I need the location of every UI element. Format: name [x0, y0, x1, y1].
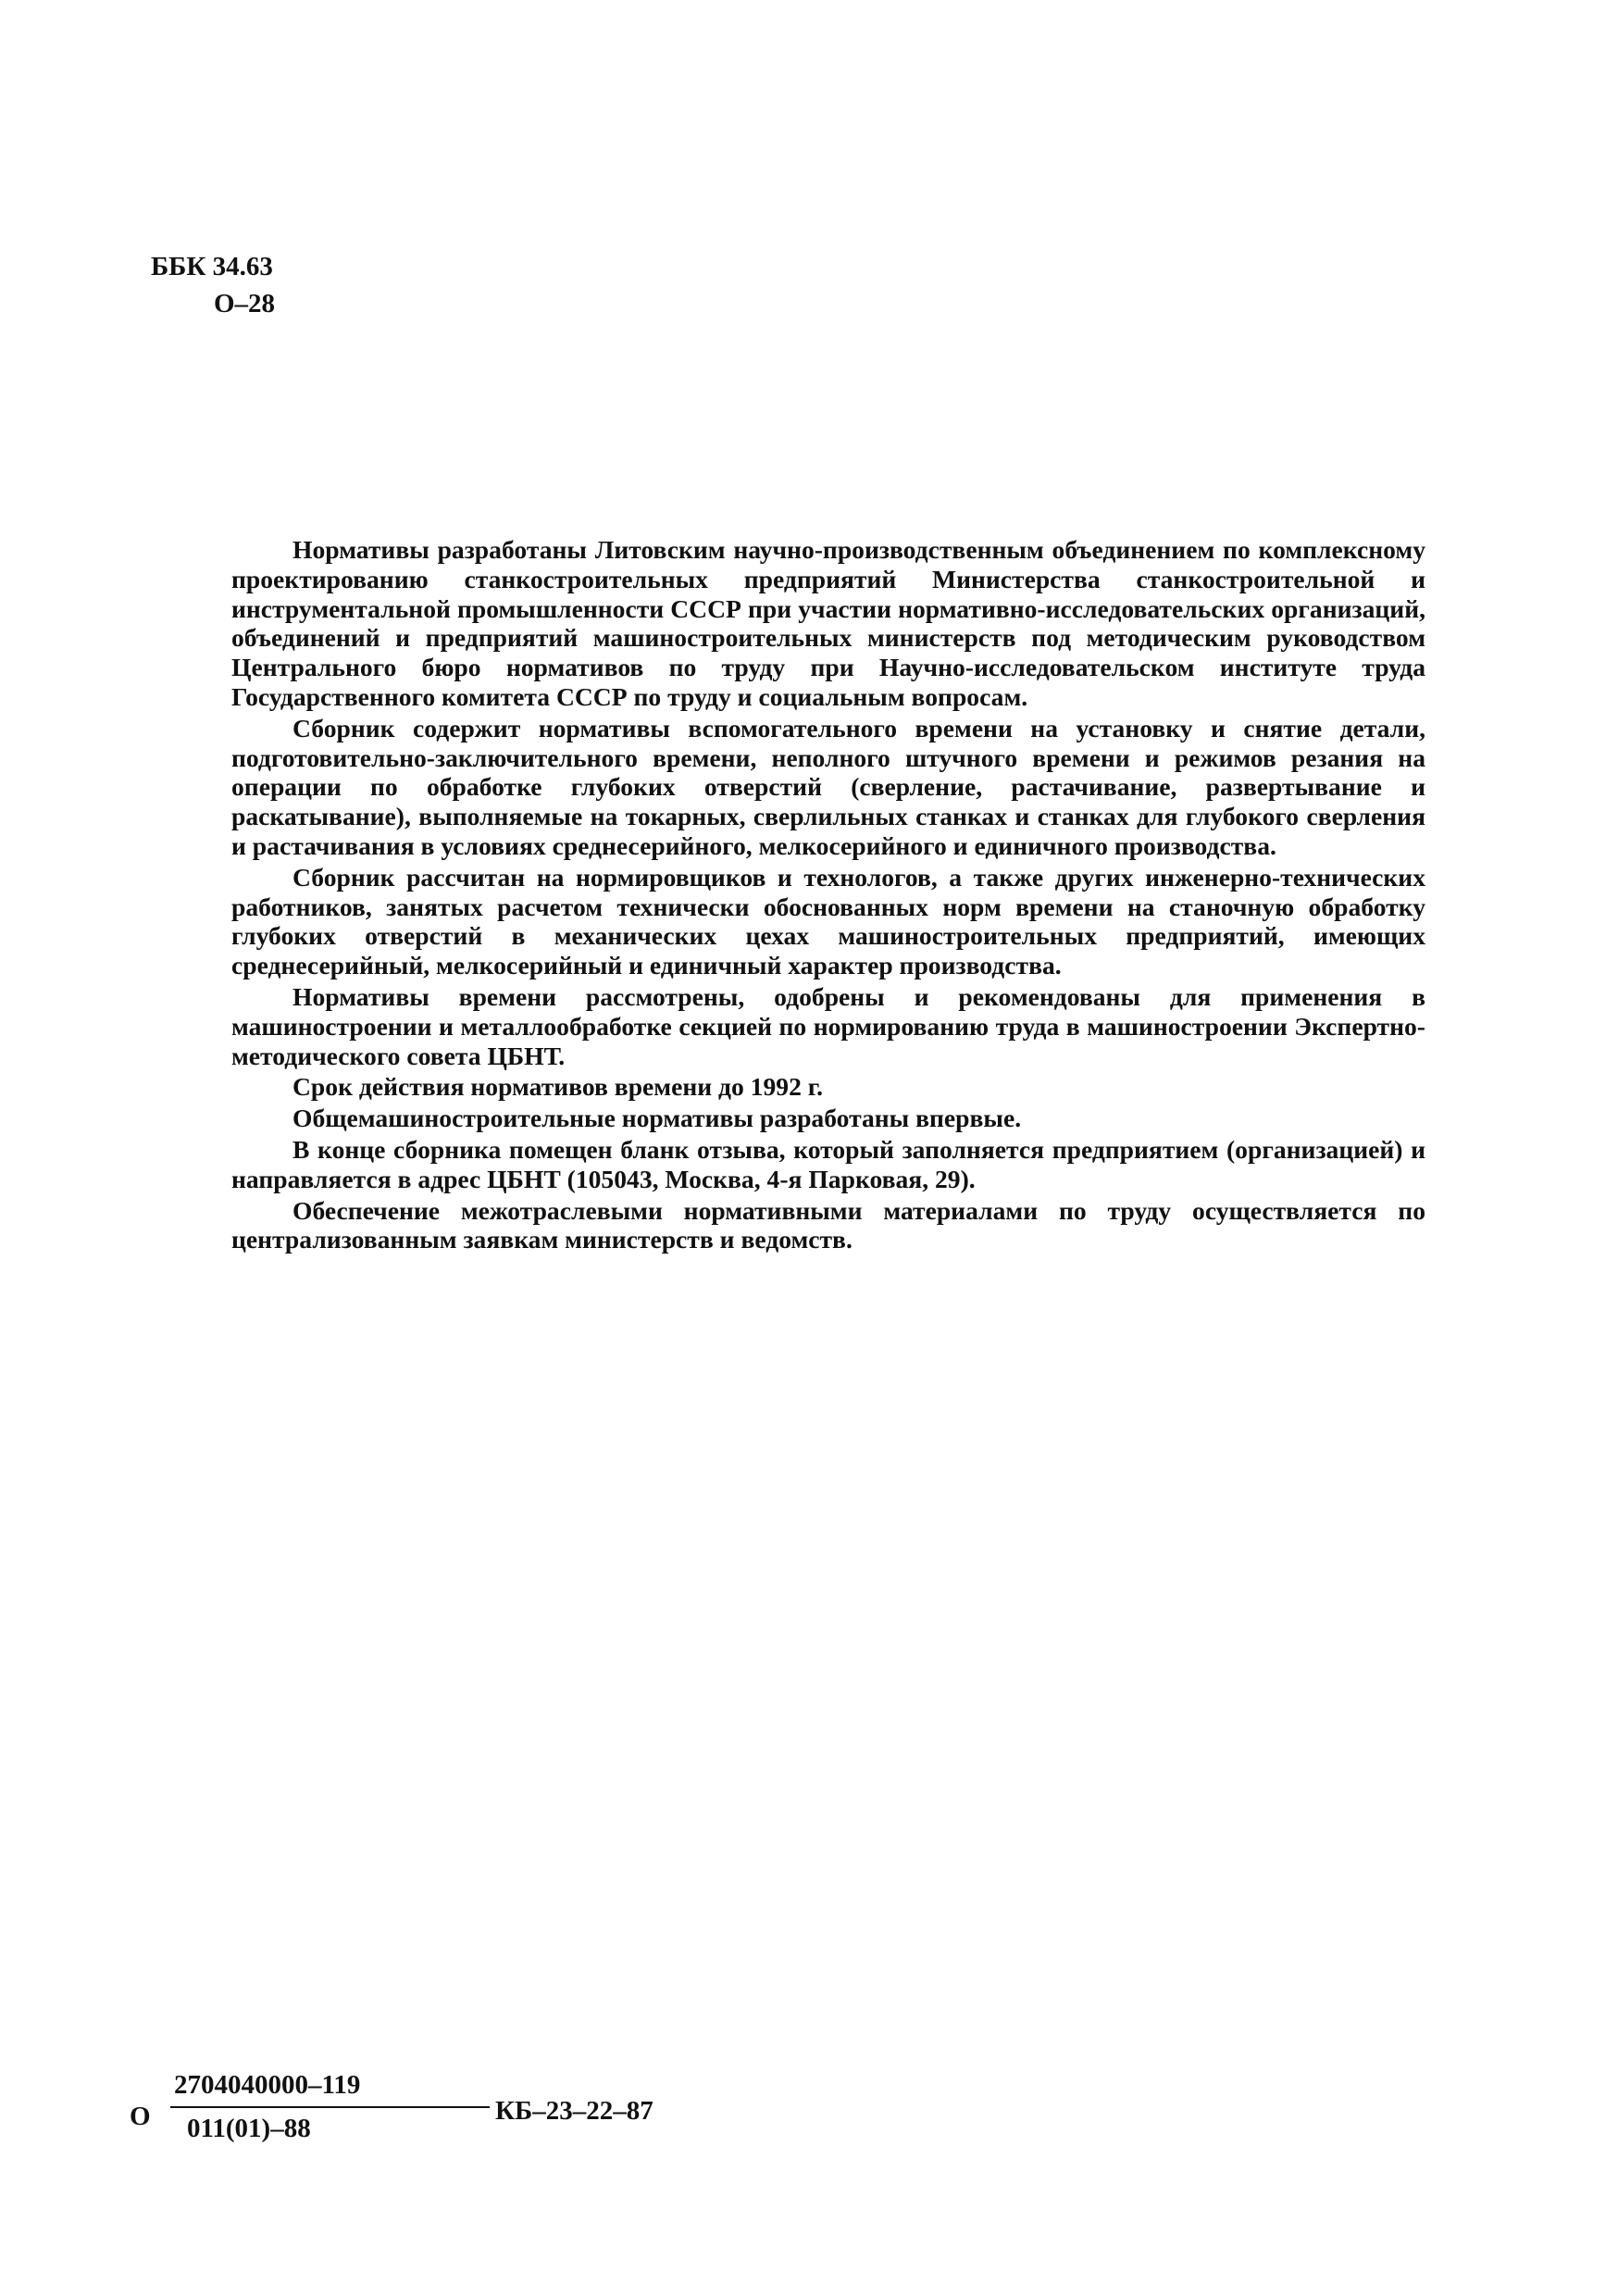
paragraph-feedback: В конце сборника помещен бланк отзыва, который заполняется предприятием (организацией) и направляется в адрес ЦБНТ (105043, Москва, 4-я Парковая, 29).	[231, 1134, 1425, 1193]
paragraph-distribution: Обеспечение межотраслевыми нормативными материалами по труду осуществляется по централизованным заявкам министерств и ведомств.	[231, 1195, 1425, 1254]
imprint-denominator: 011(01)–88	[187, 2114, 311, 2143]
bbk-label: ББК 34.63	[151, 252, 273, 281]
annotation-text	[231, 535, 1425, 1256]
paragraph-validity: Срок действия нормативов времени до 1992 г.	[292, 1072, 824, 1102]
imprint-kb-code: КБ–23–22–87	[495, 2096, 653, 2126]
imprint-fraction	[170, 2066, 490, 2149]
author-mark: О–28	[214, 289, 276, 318]
imprint-code	[130, 2066, 685, 2168]
paragraph-contents: Сборник содержит нормативы вспомогательного времени на установку и снятие детали, подготовительно-заключительного времени, неполного штучного времени и режимов резания на операции по обработке глубоких отверстий (сверление, растачивание, развертывание и раскатывание), выполняемые на токарных, сверлильных станках и станках для глубокого сверления и растачивания в условиях среднесерийного, мелкосерийного и единичного производства.	[231, 713, 1425, 860]
paragraph-developers: Нормативы разработаны Литовским научно-производственным объединением по комплексному проектированию станкостроительных предприятий Министерства станкостроительной и инструментальной промышленности СССР при участии нормативно-исследовательских организаций, объединений и предприятий машиностроительных министерств под методическим руководством Центрального бюро нормативов по труду при Научно-исследовательском институте труда Государственного комитета СССР по труду и социальным вопросам.	[231, 535, 1425, 711]
paragraph-first-edition: Общемашиностроительные нормативы разработаны впервые.	[292, 1104, 1022, 1133]
imprint-letter: О	[130, 2102, 151, 2131]
bbk-classification	[151, 248, 275, 322]
paragraph-approval: Нормативы времени рассмотрены, одобрены и рекомендованы для применения в машиностроении и металлообработке секцией по нормированию труда в машиностроении Экспертно-методического совета ЦБНТ.	[231, 981, 1425, 1070]
imprint-numerator: 2704040000–119	[174, 2070, 361, 2100]
paragraph-audience: Сборник рассчитан на нормировщиков и технологов, а также других инженерно-технических работников, занятых расчетом технически обоснованных норм времени на станочную обработку глубоких отверстий в механических цехах машиностроительных предприятий, имеющих среднесерийный, мелкосерийный и единичный характер производства.	[231, 862, 1425, 980]
